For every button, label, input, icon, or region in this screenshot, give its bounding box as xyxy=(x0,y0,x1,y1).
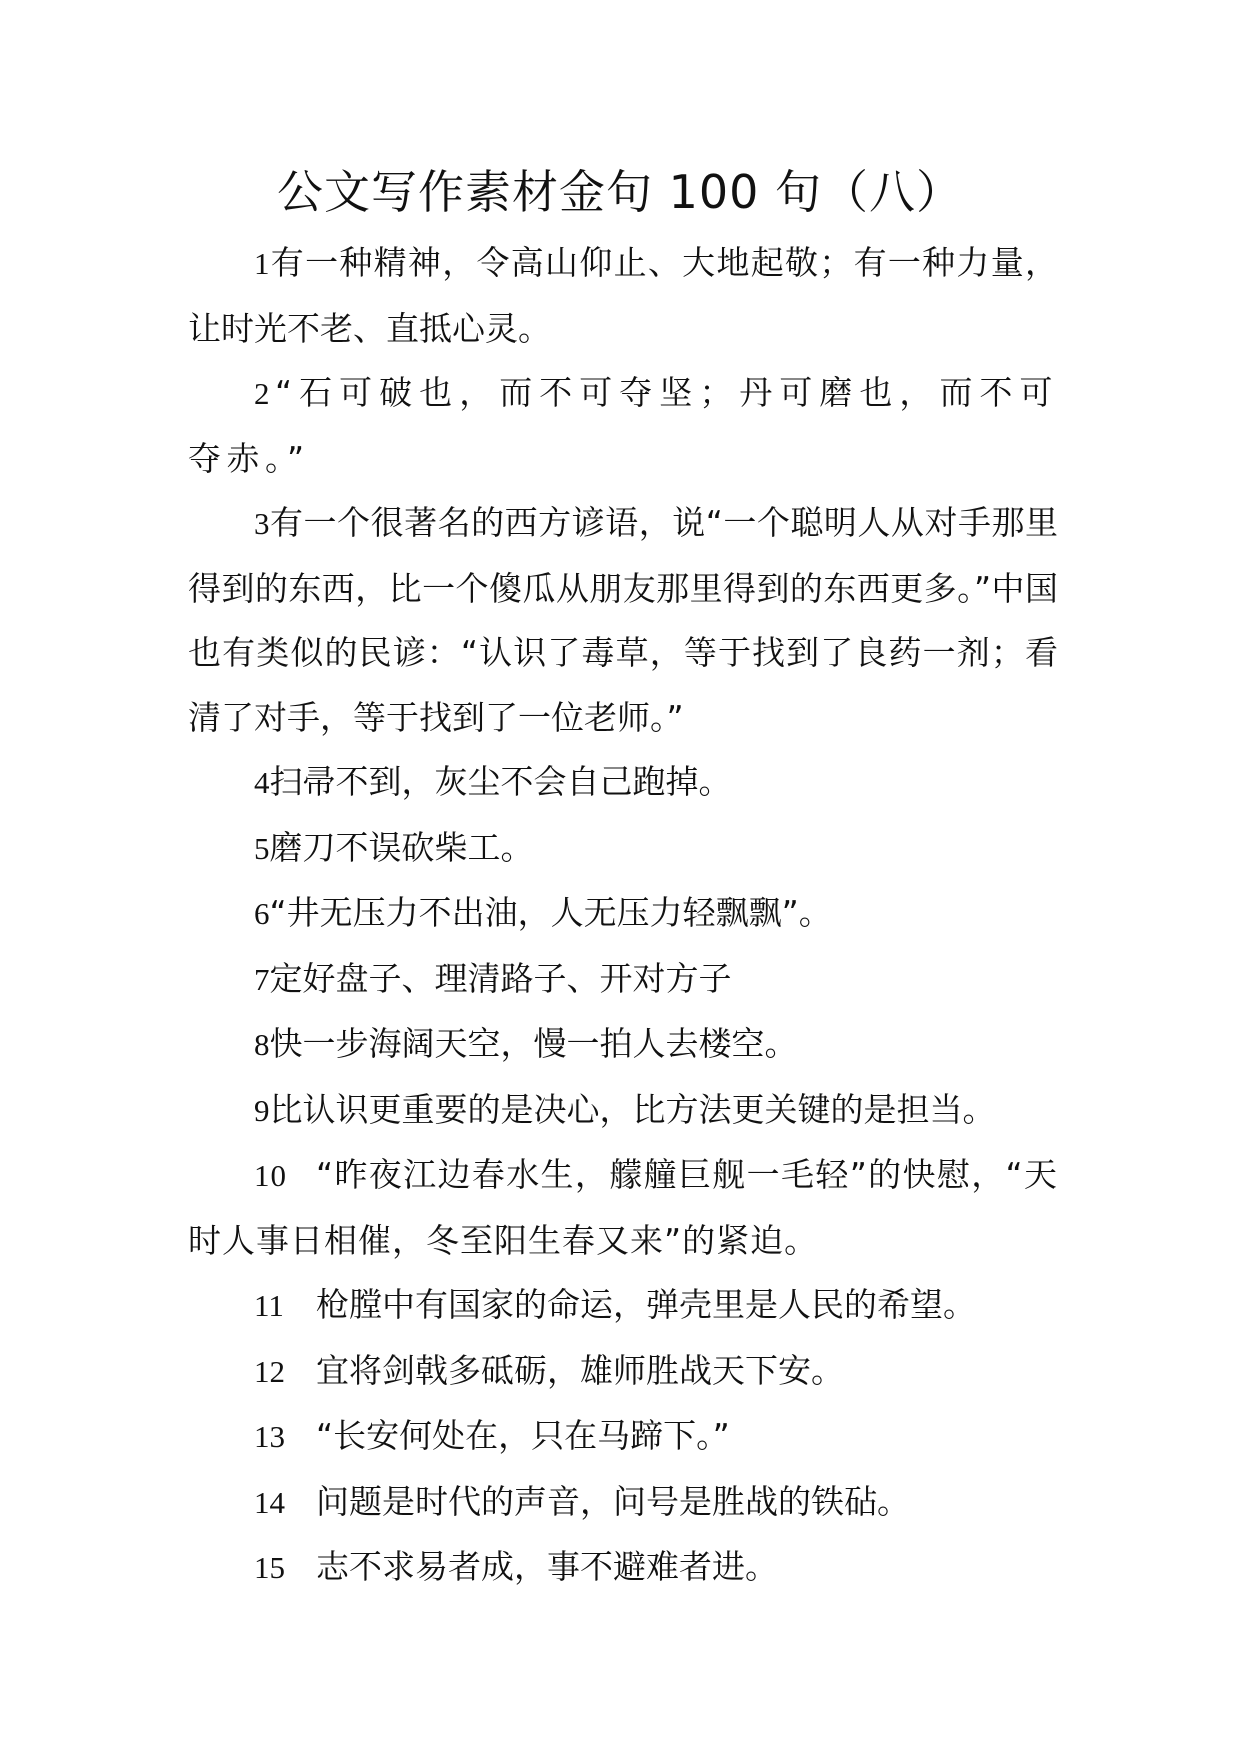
list-item xyxy=(188,231,1058,361)
item-text: 枪膛中有国家的命运，弹壳里是人民的希望。 xyxy=(316,1285,976,1324)
item-text: 磨刀不误砍柴工。 xyxy=(269,827,534,867)
item-number: 6 xyxy=(254,896,270,931)
item-number: 9 xyxy=(254,1092,270,1128)
item-text: 宜将剑戟多砥砺，雄师胜战天下安。 xyxy=(316,1350,844,1390)
list-item xyxy=(188,1143,1058,1273)
item-text: “昨夜江边春水生，艨艟巨舰一毛轻”的快慰，“天时人事日相催，冬至阳生春又来”的紧迫。 xyxy=(188,1155,1058,1260)
item-text: “长安何处在，只在马蹄下。” xyxy=(316,1416,730,1455)
item-number: 7 xyxy=(254,961,270,997)
item-text: 定好盘子、理清路子、开对方子 xyxy=(269,958,732,998)
list-item xyxy=(188,1535,1058,1601)
list-item xyxy=(188,816,1058,882)
item-text: 有一种精神，令高山仰止、大地起敬；有一种力量，让时光不老、直抵心灵。 xyxy=(188,243,1058,348)
item-text: 志不求易者成，事不避难者进。 xyxy=(316,1547,778,1586)
item-number: 15 xyxy=(254,1550,285,1585)
item-text: 有一个很著名的西方谚语，说“一个聪明人从对手那里得到的东西，比一个傻瓜从朋友那里得到的东西更多。”中国也有类似的民谚：“认识了毒草，等于找到了良药一剂；看清了对手，等于找到了一位老师。” xyxy=(188,503,1058,737)
item-number: 11 xyxy=(254,1288,284,1323)
item-number: 1 xyxy=(254,246,270,281)
list-item xyxy=(188,1012,1058,1078)
item-number: 14 xyxy=(254,1484,285,1520)
list-item xyxy=(188,1273,1058,1339)
item-number: 8 xyxy=(254,1027,270,1062)
item-text: “井无压力不出油，人无压力轻飘飘”。 xyxy=(269,893,832,932)
item-number: 13 xyxy=(254,1419,285,1454)
list-item xyxy=(188,750,1058,816)
item-text: 快一步海阔天空，慢一拍人去楼空。 xyxy=(269,1024,798,1063)
item-number: 10 xyxy=(254,1158,287,1193)
item-number: 12 xyxy=(254,1353,285,1389)
item-number: 4 xyxy=(254,765,270,800)
list-item xyxy=(188,1470,1058,1536)
item-text: 比认识更重要的是决心，比方法更关键的是担当。 xyxy=(269,1089,996,1129)
item-text: 扫帚不到，灰尘不会自己跑掉。 xyxy=(269,762,732,801)
list-item xyxy=(188,1404,1058,1470)
item-text: “石可破也，而不可夺坚；丹可磨也，而不可夺赤。” xyxy=(188,373,1058,478)
list-item xyxy=(188,1078,1058,1144)
quote-list xyxy=(188,231,1058,1601)
list-item xyxy=(188,947,1058,1013)
item-text: 问题是时代的声音，问号是胜战的铁砧。 xyxy=(316,1481,910,1521)
page-title: 公文写作素材金句 100 句（八） xyxy=(276,165,964,219)
item-number: 5 xyxy=(254,830,270,866)
item-number: 2 xyxy=(254,376,275,411)
list-item xyxy=(188,491,1058,750)
list-item xyxy=(188,881,1058,947)
item-number: 3 xyxy=(254,506,270,541)
list-item xyxy=(188,1339,1058,1405)
list-item xyxy=(188,361,1058,491)
